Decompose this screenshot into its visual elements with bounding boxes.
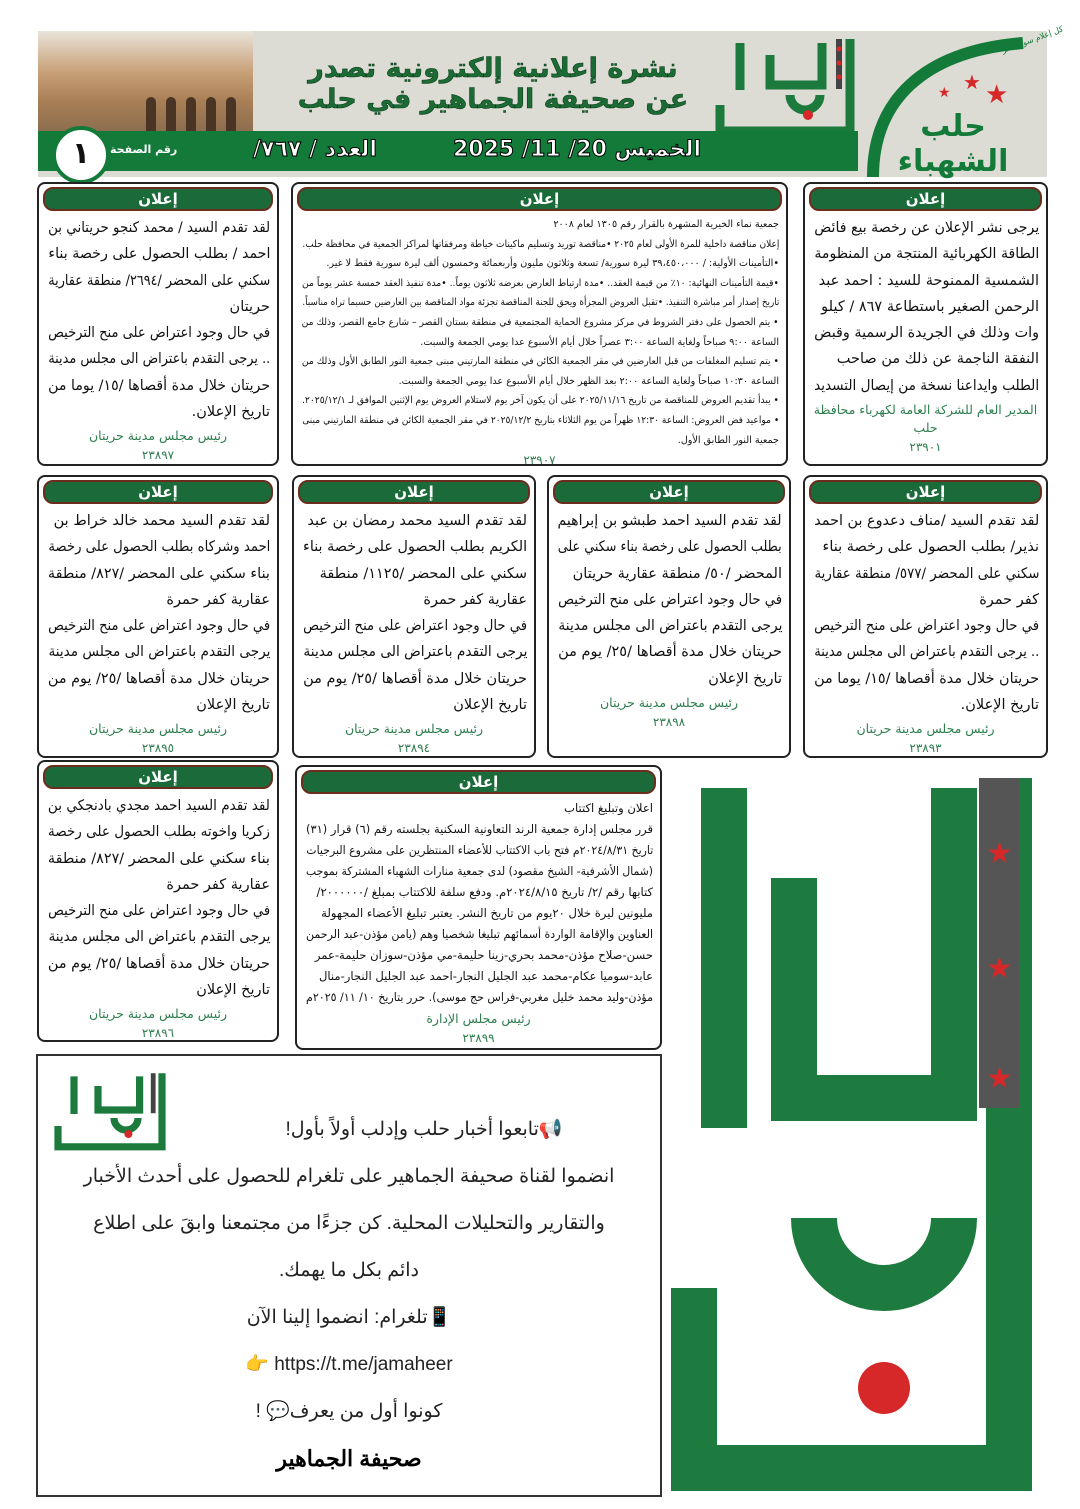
ad-body <box>553 504 785 692</box>
ad-text-line: يرجى التقدم باعتراض الى مجلس مدينة <box>557 618 782 635</box>
promo-text-2: والتقارير والتحليلات المحلية. كن جزءًا من مجتمعنا وابقَ على اطلاع <box>93 1213 605 1234</box>
ad-text-line: الرحمن الصغير باستطاعة ٨٦٧ / كيلو <box>821 298 1039 315</box>
ad-text-line: سكني على المحضر /٥٧٧/ منطقة عقارية <box>813 565 1039 582</box>
ad-body <box>809 211 1042 399</box>
ad-text-line: زكريا واخوته بطلب الحصول على رخصة <box>48 824 270 841</box>
masthead-tagline: نشرة إعلانية إلكترونية تصدر عن صحيفة الجماهير في حلب <box>297 53 689 115</box>
ad-text-line: تاريخ الإعلان. <box>191 404 270 421</box>
promo-headline: 📢تابعوا أخبار حلب وإدلب أولاً بأول! <box>285 1119 563 1140</box>
ad-body <box>43 789 273 1003</box>
ad-text-line: كتابها رقم /٢/ تاريخ ٢٠٢٤/٨/١٥م. ودفع سلفة للاكتتاب بمبلغ /٢٠٠٠٠٠٠/ <box>316 885 653 899</box>
ad-body <box>43 211 273 425</box>
ad-title: إعلان <box>809 480 1042 504</box>
ad-reference-number: ٢٣٨٩٣ <box>909 741 942 756</box>
ad-text-line: لقد تقدم السيد /مناف دعدوع بن احمد <box>814 513 1039 529</box>
ad-text-line: العناوين والإقامة الواردة أسمائهم تبليغا شخصيا وهم (يامن مؤذن-عبد الرحمن <box>306 927 653 941</box>
ad-text-line: حريتان <box>229 298 270 315</box>
ad-title: إعلان <box>809 187 1042 211</box>
ad-reference-number: ٢٣٨٩٥ <box>141 741 175 756</box>
brand-subtitle: كل إعلام سوري حر <box>1000 24 1065 55</box>
ad-text-line: يرجى التقدم باعتراض الى مجلس مدينة <box>302 644 527 661</box>
brand-text: حلب الشهباء <box>897 109 1009 179</box>
ad-text-line: قرر مجلس إدارة جمعية الرند التعاونية السكنية بجلسته رقم (٦) قرار (٣١) <box>306 822 653 836</box>
promo-text-3: دائم بكل ما يهمك. <box>279 1260 419 1281</box>
aleppo-citadel-image <box>38 31 253 131</box>
page-number: ١ <box>52 126 110 184</box>
svg-text:★: ★ <box>985 80 1009 110</box>
ad-title: إعلان <box>298 480 530 504</box>
ad-title: إعلان <box>301 770 656 794</box>
ad-body <box>301 794 656 1008</box>
ad-text-line: سكني على المحضر /١١٢٥/ منطقة <box>319 565 527 582</box>
ad-signature: رئيس مجلس مدينة حريتان <box>344 721 484 737</box>
ad-text-line: • مواعيد فض العروض: الساعة ١٢:٣٠ ظهراً من يوم الثلاثاء بتاريخ ٢٠٢٥/١٢/٢ في مقر الجمعية الكائن في منطقة المارتيني مبنى <box>301 414 779 426</box>
ad-text-line: مؤذن-وليد محمد خليل مغربي-فراس حج موسى). حرر بتاريخ ١٠/ ١١/ ٢٠٢٥م <box>306 990 653 1004</box>
ad-text-line: لقد تقدم السيد محمد رمضان بن عبد <box>307 513 527 529</box>
ad-text-line: حريتان خلال مدة أقصاها /٢٥/ يوم من <box>303 670 527 687</box>
ad-signature: رئيس مجلس مدينة حريتان <box>599 695 739 711</box>
ad-text-line: لقد تقدم السيد / محمد كنجو حريتاني بن <box>48 220 270 236</box>
ad-text-line: • يتم تسليم المغلفات من قبل العارضين في مقر الجمعية الكائن في منطقة المارتيني مبنى جمعية النور الطابق الأول وذلك من <box>302 356 779 368</box>
ad-text-line: حريتان خلال مدة أقصاها /١٥/ يوما من <box>814 670 1039 687</box>
ad-text-line: • يبدأ تقديم العروض للمناقصة من تاريخ ٢٠٢٥/١١/١٦ على أن يكون آخر يوم لاستلام العروض يوم الإثنين الموافق لـ ٢٠٢٥/١٢/١. <box>302 395 779 407</box>
ad-text-line: حريتان خلال مدة أقصاها /٢٥/ يوم من <box>47 670 270 687</box>
promo-telegram-label: 📱تلغرام: انضموا إلينا الآن <box>246 1307 452 1328</box>
ad-reference-number: ٢٣٨٩٨ <box>652 715 686 730</box>
issue-number: العدد / ٧٦٧/ <box>253 137 377 162</box>
ad-body <box>297 211 782 450</box>
ad-reference-number: ٢٣٨٩٩ <box>462 1031 495 1045</box>
ad-text-line: سكني على المحضر /٢٦٩٤/ منطقة عقارية <box>48 272 270 289</box>
ad-text-line: تاريخ الإعلان. <box>960 697 1039 714</box>
ad-reference-number: ٢٣٨٩٦ <box>141 1026 175 1041</box>
ad-text-line: الكريم بطلب الحصول على رخصة بناء <box>302 539 527 556</box>
ad-signature: رئيس مجلس مدينة حريتان <box>88 721 228 737</box>
ad-text-line: بناء سكني على المحضر /٨٢٧/ منطقة <box>47 850 270 867</box>
ad-reference-number: ٢٣٩٠١ <box>909 440 942 455</box>
page-number-label: رقم الصفحة <box>110 143 178 156</box>
ad-text-line: وات وذلك في الجريدة الرسمية وقبض <box>813 325 1039 342</box>
telegram-promo-box <box>36 1054 662 1497</box>
ad-text-line: الساعة ٩:٠٠ صباحاً ولغاية الساعة ٣:٠٠ عصراً خلال أيام الأسبوع عدا يومي الجمعة والسبت. <box>420 336 779 348</box>
ad-text-line: بناء سكني على المحضر /٨٢٧/ منطقة <box>47 565 270 582</box>
ad-title: إعلان <box>297 187 782 211</box>
ad-reference-number: ٢٣٨٩٤ <box>397 741 431 756</box>
ad-text-line: في حال وجود اعتراض على منح الترخيص <box>813 618 1039 635</box>
ad-signature: رئيس مجلس مدينة حريتان <box>88 428 228 444</box>
ad-body <box>809 504 1042 718</box>
ad-text-line: في حال وجود اعتراض على منح الترخيص <box>558 591 782 608</box>
jamaheer-large-logo <box>664 768 1066 1503</box>
ad-signature: رئيس مجلس مدينة حريتان <box>856 721 995 737</box>
ad-text-line: تاريخ ٢٠٢٤/٨/٣١م فتح باب الاكتتاب للأعضاء المنتظرين على مشروع البرجيات <box>305 843 653 857</box>
jamaheer-logo <box>710 35 860 135</box>
ad-text-line: •قيمة التأمينات النهائية: ١٠٪ من قيمة العقد.. •مدة ارتباط العارض بعرضه ثلاثون يوماً.. •مدة تنفيذ العقد خمسة عشر يوماً من <box>301 277 779 289</box>
ad-text-line: إعلان مناقصة داخلية للمرة الأولى لعام ٢٠٢٥ •مناقصة توريد وتسليم ماكينات خياطة ومرفقاتها لمراكز الجمعية في محافظة حلب. <box>301 238 779 250</box>
ad-text-line: لقد تقدم السيد احمد طبشو بن إبراهيم <box>558 513 782 529</box>
ad-reference-number: ٢٣٨٩٧ <box>141 448 175 463</box>
ad-text-line: المحضر /٥٠/ منطقة عقارية حريتان <box>572 565 782 582</box>
ad-text-line: احمد / بطلب الحصول على رخصة بناء <box>48 246 270 263</box>
ad-title: إعلان <box>43 480 273 504</box>
ad-text-line: اعلان وتبليغ اكتتاب <box>564 801 653 815</box>
ad-text-line: بطلب الحصول على رخصة بناء سكني على <box>558 539 782 556</box>
ad-box <box>803 475 1048 758</box>
ad-text-line: لقد تقدم السيد احمد مجدي بادنجكي بن <box>47 798 270 814</box>
ad-text-line: جمعية النور الطابق الأول. <box>677 434 779 446</box>
ad-text-line: حسن-صلاح مؤذن-محمد بحري-زينا حليمة-مي مؤذن-سوزان حليمة-عمر <box>314 948 653 962</box>
ad-text-line: يرجى التقدم باعتراض الى مجلس مدينة <box>48 929 270 946</box>
ad-box <box>37 182 279 466</box>
ad-text-line: في حال وجود اعتراض على منح الترخيص <box>47 618 270 635</box>
promo-signature: صحيفة الجماهير <box>276 1446 422 1471</box>
ad-text-line: في حال وجود اعتراض على منح الترخيص <box>47 903 270 920</box>
svg-text:★: ★ <box>963 70 981 94</box>
ad-text-line: لقد تقدم السيد محمد خالد خراط بن <box>53 513 270 529</box>
ad-text-line: نذير/ بطلب الحصول على رخصة بناء <box>822 539 1039 556</box>
ad-signature: رئيس مجلس الإدارة <box>426 1011 531 1026</box>
issue-date: الخميس 20/ 11/ 2025 <box>453 137 702 162</box>
ad-text-line: كفر حمرة <box>979 591 1039 608</box>
ad-text-line: الشمسية الممنوحة للسيد : احمد عبد <box>818 272 1039 289</box>
ad-text-line: .. يرجى التقدم باعتراض الى مجلس مدينة <box>814 644 1039 661</box>
ad-box <box>292 475 536 758</box>
ad-text-line: عابد-سوميا عكام-محمد عبد الجليل النجار-احمد عبد الجليل النجار-منال <box>318 969 653 983</box>
ad-body <box>43 504 273 718</box>
svg-text:★: ★ <box>938 85 951 101</box>
ad-text-line: في حال وجود اعتراض على منح الترخيص <box>47 325 270 342</box>
ad-text-line: مليونين ليرة خلال ٢٠يوم من تاريخ النشر. يعتبر تبليغ الأعضاء المجهولة <box>321 906 653 920</box>
ad-text-line: يرجى التقدم باعتراض الى مجلس مدينة <box>48 644 270 661</box>
ad-text-line: النفقة الناجمة عن ذلك من صاحب <box>836 351 1039 368</box>
ad-signature: المدير العام للشركة العامة لكهرباء محافظة حلب <box>813 402 1038 436</box>
ad-text-line: تاريخ الإعلان <box>196 982 270 999</box>
ad-text-line: احمد وشركاه بطلب الحصول على رخصة <box>48 539 270 556</box>
ad-text-line: الساعة ١٠:٣٠ صباحاً ولغاية الساعة ٢:٠٠ بعد الظهر خلال أيام الأسبوع عدا يومي الجمعة والسبت. <box>398 375 779 387</box>
ad-text-line: • يتم الحصول على دفتر الشروط في مركز مشروع الحماية المجتمعية في منطقة بستان القصر – شارع جامع القصر، وذلك من <box>302 316 779 328</box>
ad-box <box>291 182 788 466</box>
ad-box <box>37 475 279 758</box>
telegram-link[interactable]: 👉 https://t.me/jamaheer <box>245 1354 453 1375</box>
ad-text-line: تاريخ الإعلان <box>196 697 270 714</box>
ad-text-line: •التأمينات الأولية: / ٣٩،٤٥٠،٠٠٠ ليرة سورية/ تسعة وثلاثون مليون وأربعمائة وخمسون ألف ليرة سورية فقط لا غير. <box>326 258 779 270</box>
ad-text-line: حريتان خلال مدة أقصاها /١٥/ يوما من <box>48 377 271 394</box>
ad-reference-number: ٢٣٩٠٧ <box>523 453 556 468</box>
ad-text-line: تاريخ الإعلان <box>708 670 782 687</box>
ad-text-line: عقارية كفر حمرة <box>423 591 527 608</box>
ad-text-line: .. يرجى التقدم باعتراض الى مجلس مدينة <box>47 351 270 368</box>
ad-title: إعلان <box>43 765 273 789</box>
ad-title: إعلان <box>43 187 273 211</box>
svg-text:★: ★ <box>986 1061 1013 1096</box>
ad-text-line: حريتان خلال مدة أقصاها /٢٥/ يوم من <box>47 955 270 972</box>
ad-text-line: (شمال الأشرفية- الشيخ مقصود) لدى جمعية منارات الشهباء المشتركة بموجب <box>305 864 653 878</box>
svg-text:★: ★ <box>986 836 1013 871</box>
ad-text-line: الطلب وايداعنا نسخة من إيصال التسديد <box>814 377 1039 394</box>
promo-text-1: انضموا لقناة صحيفة الجماهير على تلغرام للحصول على أحدث الأخبار <box>83 1166 615 1187</box>
ad-text-line: عقارية كفر حمرة <box>166 876 270 893</box>
ad-box <box>295 765 662 1050</box>
svg-text:★: ★ <box>986 951 1013 986</box>
ad-signature: رئيس مجلس مدينة حريتان <box>88 1006 228 1022</box>
ad-box <box>547 475 791 758</box>
ad-text-line: حريتان خلال مدة أقصاها /٢٥/ يوم من <box>558 644 782 661</box>
jamaheer-logo-small <box>50 1070 170 1150</box>
ad-body <box>298 504 530 718</box>
ad-text-line: عقارية كفر حمرة <box>166 591 270 608</box>
ad-text-line: يرجى نشر الإعلان عن رخصة بيع فائض <box>813 220 1039 236</box>
masthead <box>38 24 1065 179</box>
ad-box <box>37 760 279 1042</box>
ad-box <box>803 182 1048 466</box>
ad-text-line: الطاقة الكهربائية المنتجة من المنظومة <box>814 246 1039 263</box>
promo-text-4: كونوا أول من يعرف💬 ! <box>255 1401 443 1422</box>
ad-text-line: تاريخ الإعلان <box>453 697 527 714</box>
ad-text-line: تاريخ إصدار أمر مباشرة التنفيذ. •تقبل العروض المجزأة ويحق للجنة المناقصة تجزئة مواد المناقصة بين العارضين حسبما تراه مناسباً. <box>302 297 779 309</box>
ad-title: إعلان <box>553 480 785 504</box>
ad-text-line: في حال وجود اعتراض على منح الترخيص <box>303 618 527 635</box>
ad-text-line: جمعية نماء الخيرية المشهرة بالقرار رقم ١٣٠٥ لعام ٢٠٠٨ <box>553 219 779 230</box>
